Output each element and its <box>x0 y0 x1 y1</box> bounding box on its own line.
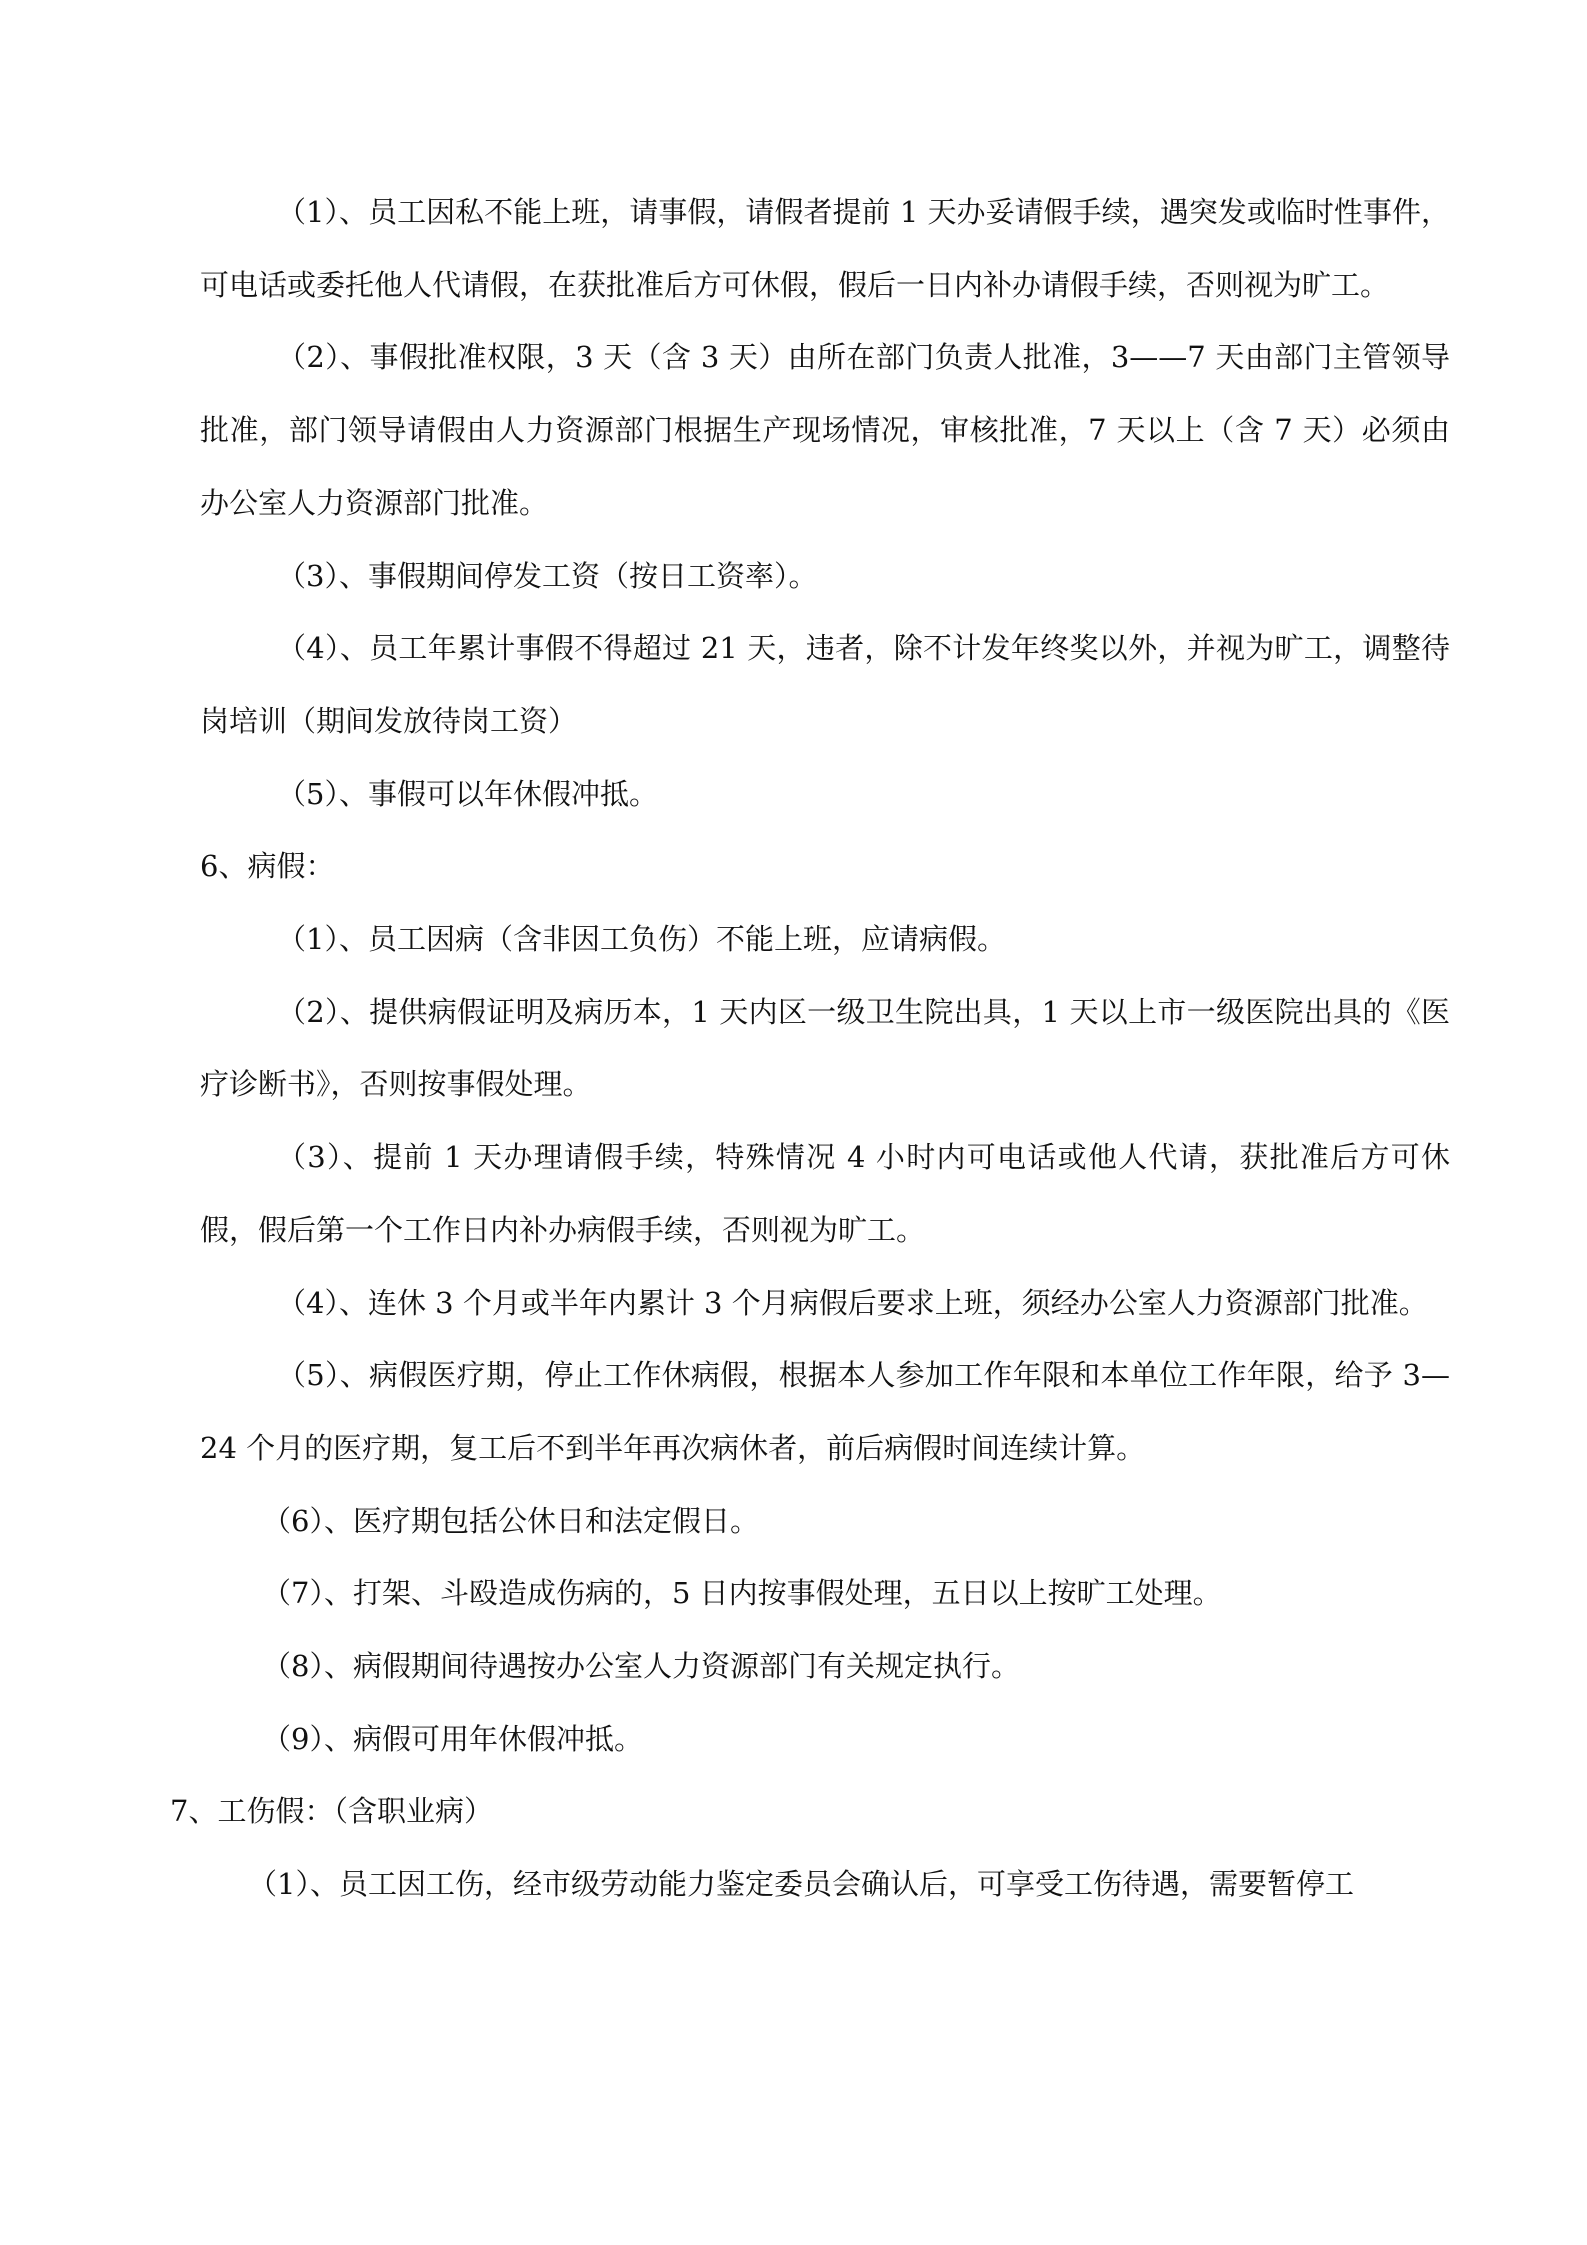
paragraph-personal-leave-3: （3）、事假期间停发工资（按日工资率）。 <box>277 558 818 593</box>
section-heading-work-injury-leave: 7、工伤假：（含职业病） <box>170 1794 493 1829</box>
paragraph-sick-leave-2: （2）、提供病假证明及病历本，1 天内区一级卫生院出具，1 天以上市一级医院出具的《医疗诊断书》，否则按事假处理。 <box>200 994 1450 1102</box>
paragraph-sick-leave-8: （8）、病假期间待遇按办公室人力资源部门有关规定执行。 <box>262 1649 1020 1684</box>
paragraph-personal-leave-4: （4）、员工年累计事假不得超过 21 天，违者，除不计发年终奖以外，并视为旷工，调整待岗培训（期间发放待岗工资） <box>200 631 1450 738</box>
paragraph-sick-leave-1: （1）、员工因病（含非因工负伤）不能上班，应请病假。 <box>277 922 1006 957</box>
paragraph-sick-leave-4: （4）、连休 3 个月或半年内累计 3 个月病假后要求上班，须经办公室人力资源部门批准。 <box>277 1285 1428 1320</box>
paragraph-personal-leave-2: （2）、事假批准权限，3 天（含 3 天）由所在部门负责人批准，3——7 天由部门主管领导批准，部门领导请假由人力资源部门根据生产现场情况，审核批准，7 天以上（含 7 天）必须由办公室人力资源部门批准。 <box>200 340 1450 520</box>
paragraph-sick-leave-9: （9）、病假可用年休假冲抵。 <box>262 1721 643 1756</box>
paragraph-personal-leave-5: （5）、事假可以年休假冲抵。 <box>277 776 658 811</box>
document-page <box>170 176 1450 1921</box>
paragraph-personal-leave-1: （1）、员工因私不能上班，请事假，请假者提前 1 天办妥请假手续，遇突发或临时性事件，可电话或委托他人代请假，在获批准后方可休假，假后一日内补办请假手续，否则视为旷工。 <box>200 195 1450 302</box>
paragraph-sick-leave-5: （5）、病假医疗期，停止工作休病假，根据本人参加工作年限和本单位工作年限，给予 3—24 个月的医疗期，复工后不到半年再次病休者，前后病假时间连续计算。 <box>200 1358 1450 1465</box>
paragraph-sick-leave-7: （7）、打架、斗殴造成伤病的，5 日内按事假处理，五日以上按旷工处理。 <box>262 1576 1222 1611</box>
paragraph-sick-leave-6: （6）、医疗期包括公休日和法定假日。 <box>262 1503 759 1538</box>
paragraph-work-injury-1: （1）、员工因工伤，经市级劳动能力鉴定委员会确认后，可享受工伤待遇，需要暂停工 <box>248 1867 1354 1902</box>
section-heading-sick-leave: 6、病假： <box>200 849 335 884</box>
paragraph-sick-leave-3: （3）、提前 1 天办理请假手续，特殊情况 4 小时内可电话或他人代请，获批准后方可休假，假后第一个工作日内补办病假手续，否则视为旷工。 <box>200 1140 1450 1247</box>
